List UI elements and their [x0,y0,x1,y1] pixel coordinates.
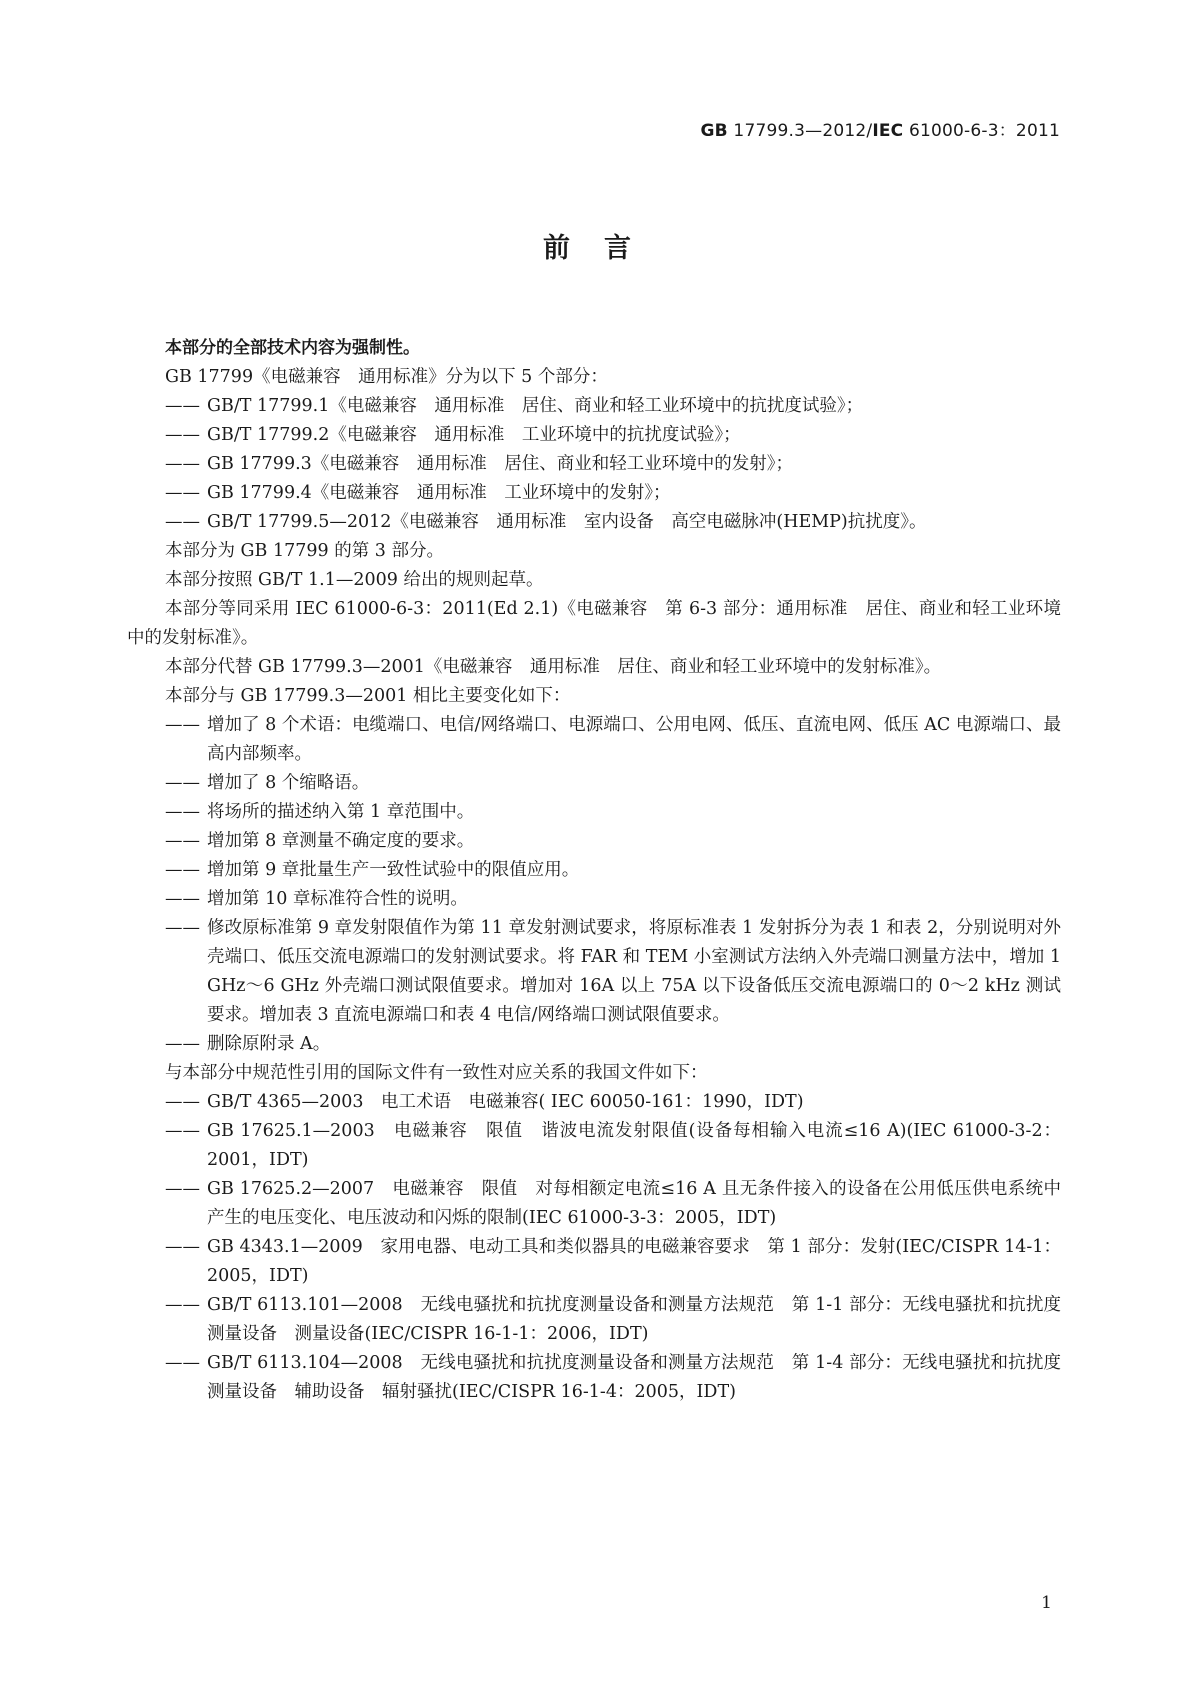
dash-item-text: 增加了 8 个术语：电缆端口、电信/网络端口、电源端口、公用电网、低压、直流电网、低压 AC 电源端口、最高内部频率。 [207,715,1061,764]
header-code-number: 17799.3—2012/ [727,121,873,141]
paragraph: 本部分按照 GB/T 1.1—2009 给出的规则起草。 [165,570,544,590]
dash-mark: —— [165,1092,200,1112]
dash-item-text: 修改原标准第 9 章发射限值作为第 11 章发射测试要求，将原标准表 1 发射拆分为表 1 和表 2，分别说明对外壳端口、低压交流电源端口的发射测试要求。将 FAR 和 TEM 小室测试方法纳入外壳端口测量方法中，增加 1 GHz～6 GHz 外壳端口测试限值要求。增加对 16A 以上 75A 以下设备低压交流电源端口的 0～2 kHz 测试要求。增加表 3 直流电源端口和表 4 电信/网络端口测试限值要求。 [207,918,1061,1025]
dash-mark: —— [165,1121,200,1141]
dash-list-item [127,885,1061,914]
mandatory-statement: 本部分的全部技术内容为强制性。 [165,338,420,358]
paragraph: 本部分与 GB 17799.3—2001 相比主要变化如下： [165,686,571,706]
dash-mark: —— [165,396,200,416]
header-iec-prefix: IEC [872,121,904,141]
dash-mark: —— [165,512,200,532]
dash-list-item [127,1030,1061,1059]
dash-mark: —— [165,802,200,822]
dash-mark: —— [165,918,200,938]
paragraph: 本部分等同采用 IEC 61000-6-3：2011(Ed 2.1)《电磁兼容 第 6-3 部分：通用标准 居住、商业和轻工业环境中的发射标准》。 [127,599,1061,648]
dash-list-item [127,769,1061,798]
dash-list-item [127,479,1061,508]
dash-item-text: GB 17799.3《电磁兼容 通用标准 居住、商业和轻工业环境中的发射》； [207,454,794,474]
dash-list-item [127,508,1061,537]
dash-item-text: 增加第 9 章批量生产一致性试验中的限值应用。 [207,860,580,880]
page-number: 1 [1041,1593,1052,1613]
dash-list-item [127,711,1061,769]
dash-list-item [127,914,1061,1030]
dash-mark: —— [165,1034,200,1054]
dash-list-item [127,392,1061,421]
dash-item-text: GB/T 4365—2003 电工术语 电磁兼容( IEC 60050-161：1990，IDT) [207,1092,804,1112]
dash-list-item [127,1233,1061,1291]
dash-mark: —— [165,483,200,503]
dash-list-item [127,856,1061,885]
dash-item-text: GB/T 17799.2《电磁兼容 通用标准 工业环境中的抗扰度试验》； [207,425,741,445]
dash-item-text: GB 17625.2—2007 电磁兼容 限值 对每相额定电流≤16 A 且无条件接入的设备在公用低压供电系统中产生的电压变化、电压波动和闪烁的限制(IEC 61000-3-3：2005，IDT) [207,1179,1061,1228]
dash-mark: —— [165,831,200,851]
dash-mark: —— [165,715,200,735]
dash-item-text: GB/T 6113.104—2008 无线电骚扰和抗扰度测量设备和测量方法规范 第 1-4 部分：无线电骚扰和抗扰度测量设备 辅助设备 辐射骚扰(IEC/CISPR 16-1-4：2005，IDT) [207,1353,1061,1402]
dash-item-text: 增加了 8 个缩略语。 [207,773,370,793]
dash-item-text: GB 17799.4《电磁兼容 通用标准 工业环境中的发射》； [207,483,671,503]
dash-list-item [127,1291,1061,1349]
dash-mark: —— [165,454,200,474]
dash-item-text: GB/T 17799.1《电磁兼容 通用标准 居住、商业和轻工业环境中的抗扰度试验》； [207,396,864,416]
dash-item-text: 增加第 10 章标准符合性的说明。 [207,889,468,909]
paragraph: 本部分为 GB 17799 的第 3 部分。 [165,541,444,561]
document-body [127,334,1061,1407]
dash-mark: —— [165,425,200,445]
dash-list-item [127,1175,1061,1233]
header-iec-number: 61000-6-3：2011 [903,121,1060,141]
paragraph: 本部分代替 GB 17799.3—2001《电磁兼容 通用标准 居住、商业和轻工业环境中的发射标准》。 [165,657,942,677]
dash-mark: —— [165,1353,200,1373]
dash-list-item [127,827,1061,856]
dash-mark: —— [165,1179,200,1199]
dash-item-text: GB/T 6113.101—2008 无线电骚扰和抗扰度测量设备和测量方法规范 第 1-1 部分：无线电骚扰和抗扰度测量设备 测量设备(IEC/CISPR 16-1-1：2006，IDT) [207,1295,1061,1344]
document-header [701,116,1060,141]
dash-list-item [127,450,1061,479]
header-code-prefix: GB [700,121,728,141]
dash-mark: —— [165,1237,200,1257]
page-title: 前言 [543,233,665,264]
paragraph: GB 17799《电磁兼容 通用标准》分为以下 5 个部分： [165,367,608,387]
paragraph: 与本部分中规范性引用的国际文件有一致性对应关系的我国文件如下： [165,1063,708,1083]
dash-item-text: GB/T 17799.5—2012《电磁兼容 通用标准 室内设备 高空电磁脉冲(HEMP)抗扰度》。 [207,512,927,532]
dash-list-item [127,1117,1061,1175]
dash-mark: —— [165,773,200,793]
dash-mark: —— [165,1295,200,1315]
dash-item-text: GB 4343.1—2009 家用电器、电动工具和类似器具的电磁兼容要求 第 1 部分：发射(IEC/CISPR 14-1：2005，IDT) [207,1237,1061,1286]
dash-list-item [127,421,1061,450]
dash-list-item [127,1349,1061,1407]
dash-item-text: 将场所的描述纳入第 1 章范围中。 [207,802,475,822]
dash-item-text: GB 17625.1—2003 电磁兼容 限值 谐波电流发射限值(设备每相输入电流≤16 A)(IEC 61000-3-2：2001，IDT) [207,1121,1061,1170]
dash-list-item [127,798,1061,827]
dash-mark: —— [165,860,200,880]
dash-item-text: 增加第 8 章测量不确定度的要求。 [207,831,475,851]
dash-item-text: 删除原附录 A。 [207,1034,331,1054]
dash-list-item [127,1088,1061,1117]
dash-mark: —— [165,889,200,909]
